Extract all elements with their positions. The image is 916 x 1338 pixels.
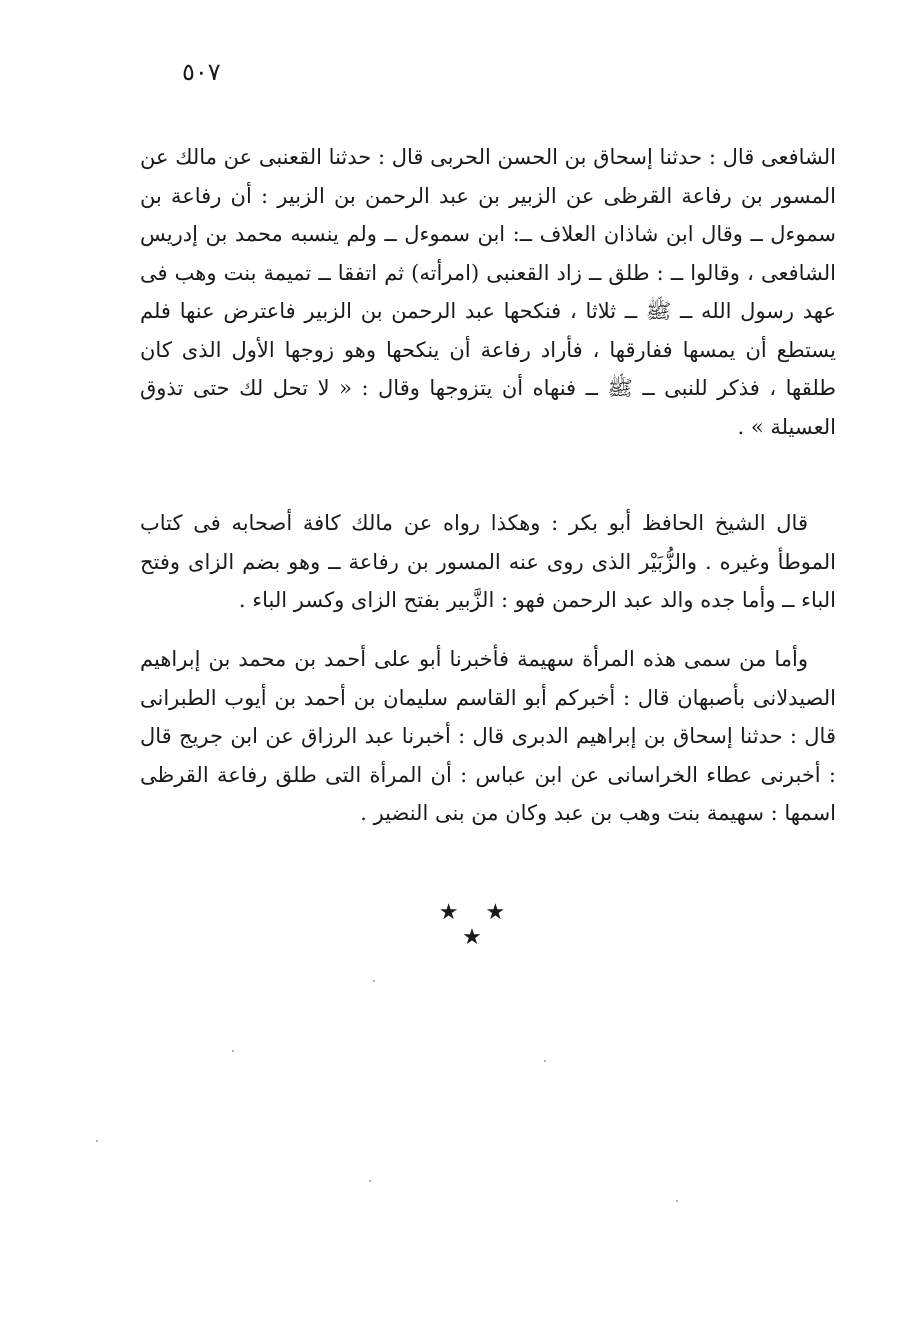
- page-number: ٥٠٧: [182, 58, 221, 86]
- scan-speck: [373, 980, 375, 982]
- scan-speck: [676, 1200, 678, 1202]
- scan-speck: [232, 1050, 234, 1052]
- section-end-ornament: ★ ★ ★: [438, 900, 516, 950]
- scan-speck: [369, 1180, 371, 1182]
- paragraph-2: قال الشيخ الحافظ أبو بكر : وهكذا رواه عن مالك كافة أصحابه فى كتاب الموطأ وغيره . والزُّبَيْر الذى روى عنه المسور بن رفاعة ــ وهو بضم الزاى وفتح الباء ــ وأما جده والد عبد الرحمن فهو : الزَّبير بفتح الزاى وكسر الباء .: [140, 511, 836, 612]
- paragraph-3: وأما من سمى هذه المرأة سهيمة فأخبرنا أبو على أحمد بن محمد بن إبراهيم الصيدلانى بأصبهان قال : أخبركم أبو القاسم سليمان بن أحمد بن أيوب الطبرانى قال : حدثنا إسحاق بن إبراهيم الدبرى قال : أخبرنا عبد الرزاق عن ابن جريج قال : أخبرنى عطاء الخراسانى عن ابن عباس : أن المرأة التى طلق رفاعة القرظى اسمها : سهيمة بنت وهب بن عبد وكان من بنى النضير .: [140, 647, 836, 825]
- scan-speck: [96, 1140, 98, 1142]
- paragraph-1: الشافعى قال : حدثنا إسحاق بن الحسن الحربى قال : حدثنا القعنبى عن مالك عن المسور بن رفاعة القرظى عن الزبير بن عبد الرحمن بن الزبير : أن رفاعة بن سموءل ــ وقال ابن شاذان العلاف ــ: ابن سموءل ــ ولم ينسبه محمد بن إدريس الشافعى ، وقالوا ــ : طلق ــ زاد القعنبى (امرأته) ثم اتفقا ــ تميمة بنت وهب فى عهد رسول الله ــ ﷺ ــ ثلاثا ، فنكحها عبد الرحمن بن الزبير فاعترض عنها فلم يستطع أن يمسها ففارقها ، فأراد رفاعة أن ينكحها وهو زوجها الأول الذى كان طلقها ، فذكر للنبى ــ ﷺ ــ فنهاه أن يتزوجها وقال : « لا تحل لك حتى تذوق العسيلة » .: [140, 145, 837, 439]
- scan-speck: [544, 1060, 546, 1062]
